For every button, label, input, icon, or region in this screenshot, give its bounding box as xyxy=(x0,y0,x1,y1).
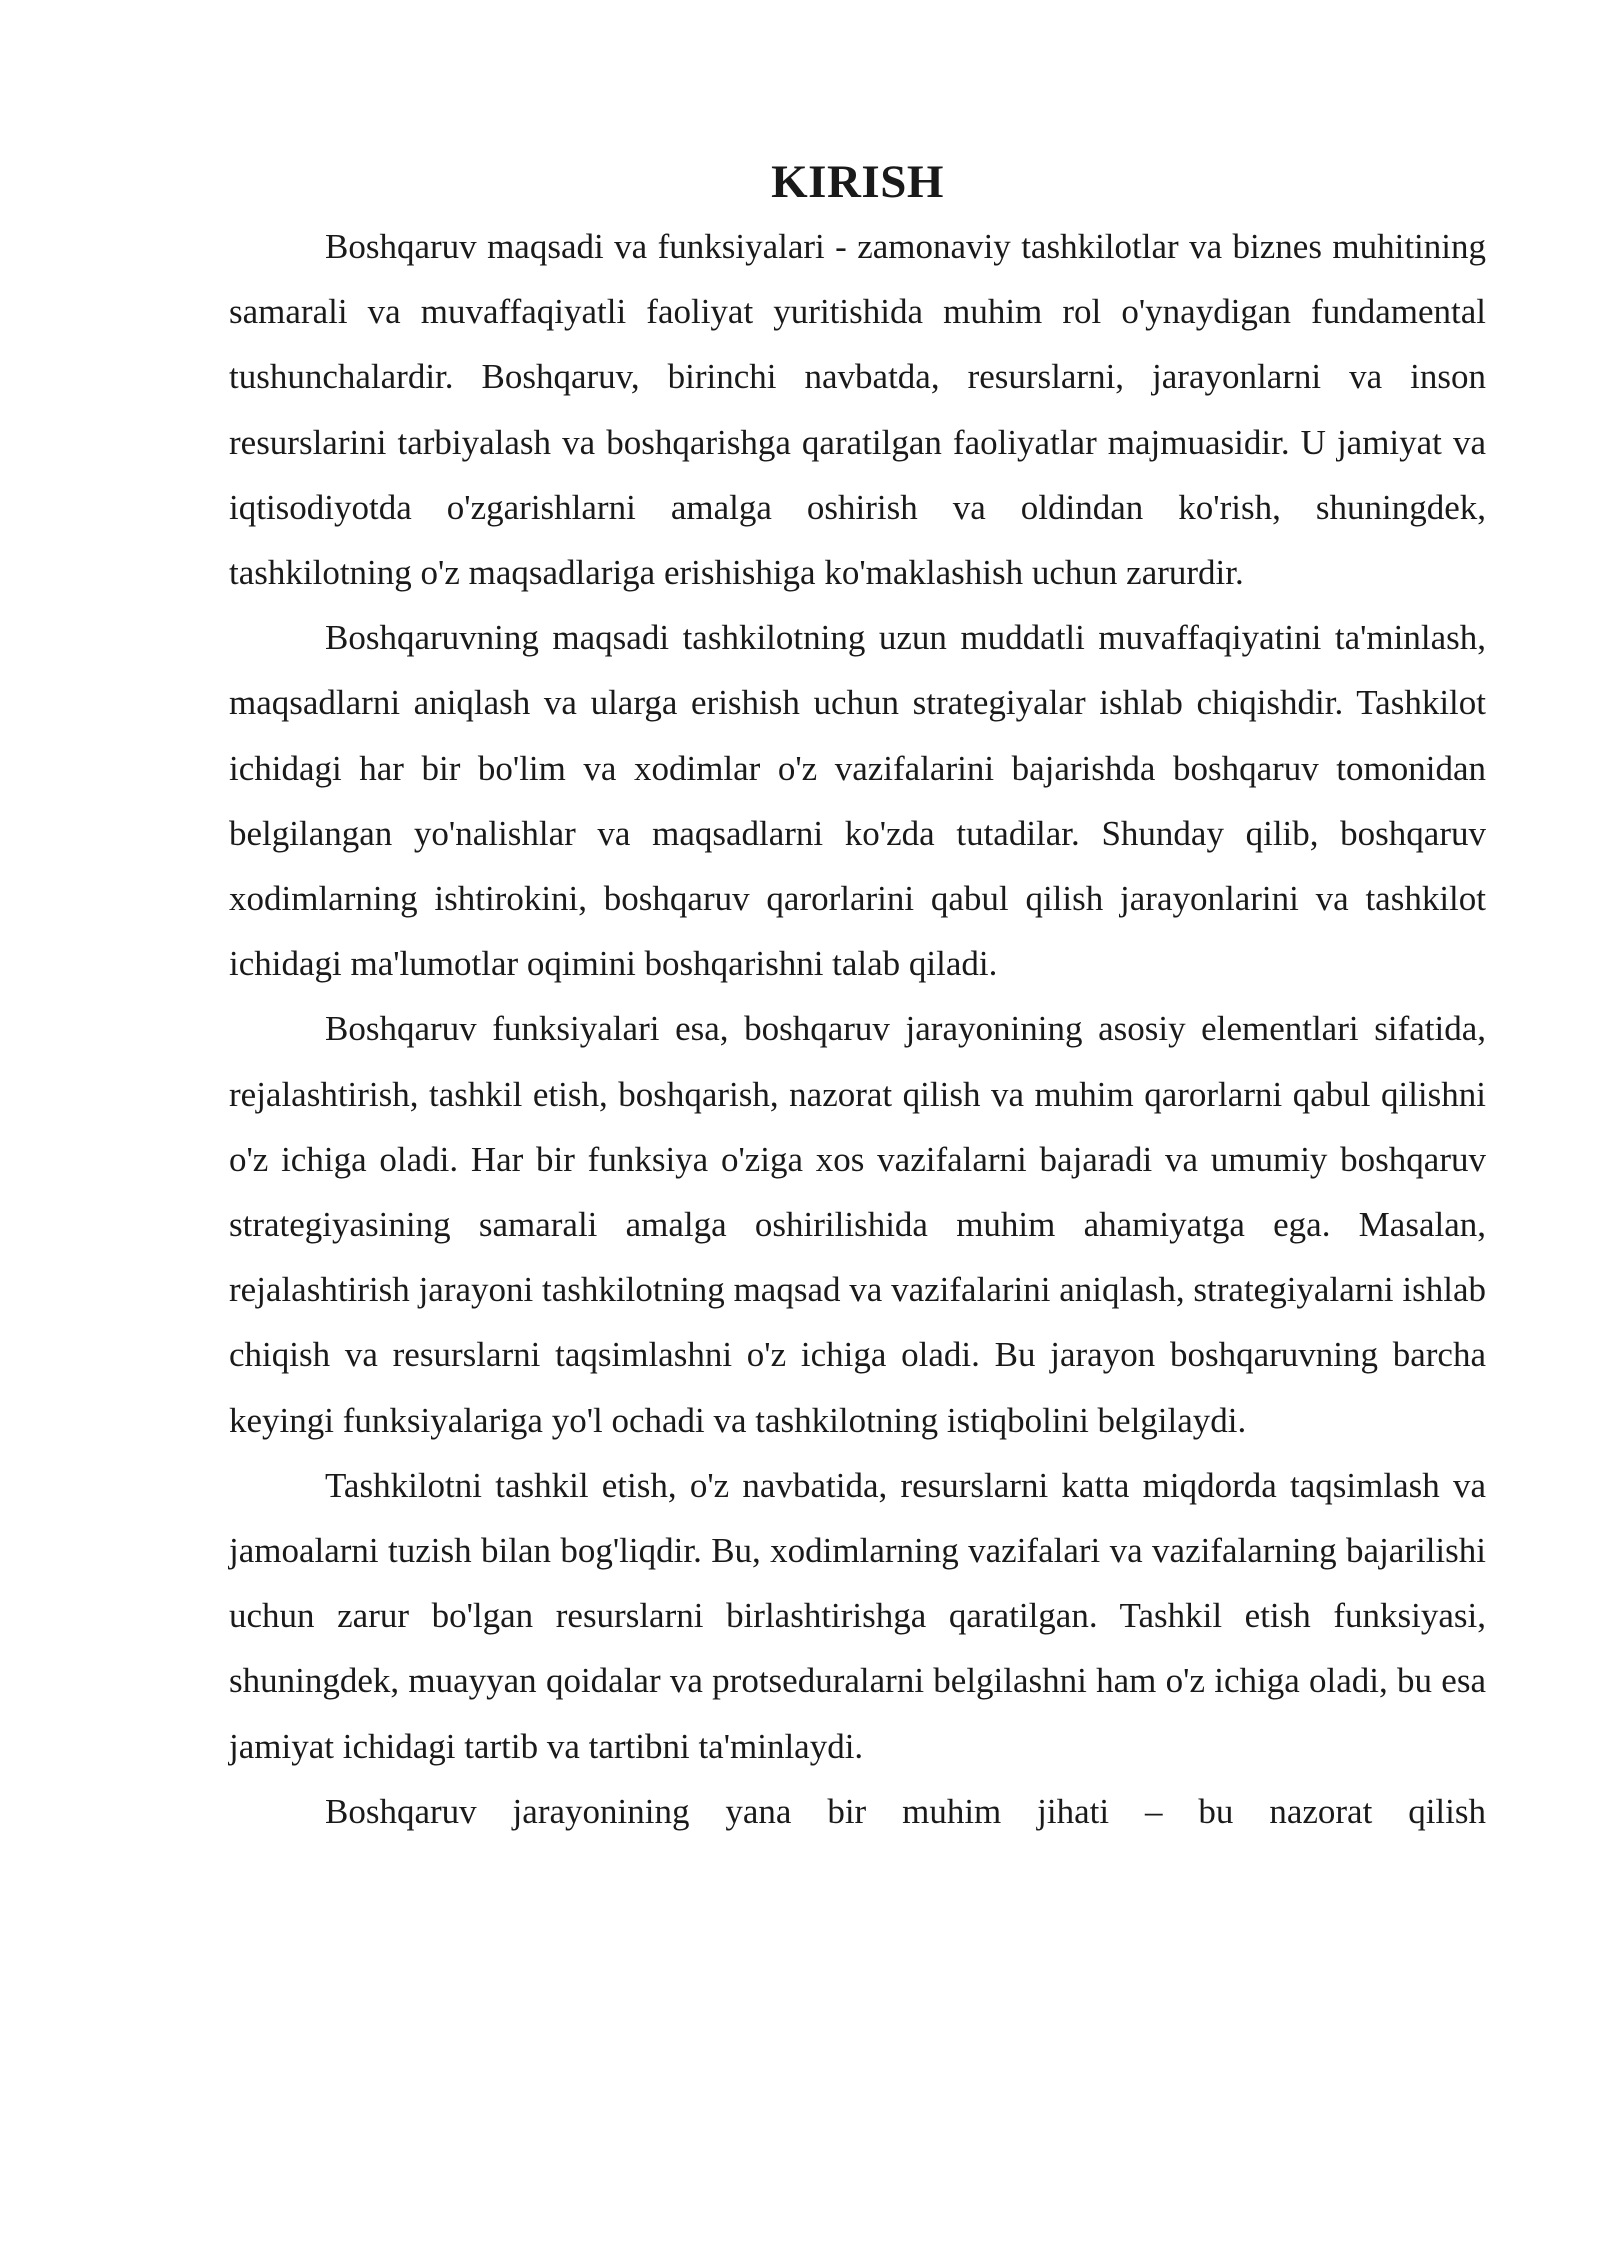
paragraph: Boshqaruv funksiyalari esa, boshqaruv jarayonining asosiy elementlari sifatida, rejalashtirish, tashkil etish, boshqarish, nazorat qilish va muhim qarorlarni qabul qilishni o'z ichiga oladi. Har bir funksiya o'ziga xos vazifalarni bajaradi va umumiy boshqaruv strategiyasining samarali amalga oshirilishida muhim ahamiyatga ega. Masalan, rejalashtirish jarayoni tashkilotning maqsad va vazifalarini aniqlash, strategiyalarni ishlab chiqish va resurslarni taqsimlashni o'z ichiga oladi. Bu jarayon boshqaruvning barcha keyingi funksiyalariga yo'l ochadi va tashkilotning istiqbolini belgilaydi. xyxy=(229,1009,1486,1440)
paragraph: Boshqaruv maqsadi va funksiyalari - zamonaviy tashkilotlar va biznes muhitining samarali va muvaffaqiyatli faoliyat yuritishida muhim rol o'ynaydigan fundamental tushunchalardir. Boshqaruv, birinchi navbatda, resurslarni, jarayonlarni va inson resurslarini tarbiyalash va boshqarishga qaratilgan faoliyatlar majmuasidir. U jamiyat va iqtisodiyotda o'zgarishlarni amalga oshirish va oldindan ko'rish, shuningdek, tashkilotning o'z maqsadlariga erishishiga ko'maklashish uchun zarurdir. xyxy=(229,227,1486,593)
document-title: KIRISH xyxy=(771,156,944,208)
paragraph: Tashkilotni tashkil etish, o'z navbatida, resurslarni katta miqdorda taqsimlash va jamoalarni tuzish bilan bog'liqdir. Bu, xodimlarning vazifalari va vazifalarning bajarilishi uchun zarur bo'lgan resurslarni birlashtirishga qaratilgan. Tashkil etish funksiyasi, shuningdek, muayyan qoidalar va protseduralarni belgilashni ham o'z ichiga oladi, bu esa jamiyat ichidagi tartib va tartibni ta'minlaydi. xyxy=(229,1465,1486,1766)
document-body xyxy=(229,152,1486,1844)
paragraph: Boshqaruvning maqsadi tashkilotning uzun muddatli muvaffaqiyatini ta'minlash, maqsadlarni aniqlash va ularga erishish uchun strategiyalar ishlab chiqishdir. Tashkilot ichidagi har bir bo'lim va xodimlar o'z vazifalarini bajarishda boshqaruv tomonidan belgilangan yo'nalishlar va maqsadlarni ko'zda tutadilar. Shunday qilib, boshqaruv xodimlarning ishtirokini, boshqaruv qarorlarini qabul qilish jarayonlarini va tashkilot ichidagi ma'lumotlar oqimini boshqarishni talab qiladi. xyxy=(229,618,1486,984)
paragraph-truncated: Boshqaruv jarayonining yana bir muhim jihati – bu nazorat qilish xyxy=(325,1791,1486,1831)
